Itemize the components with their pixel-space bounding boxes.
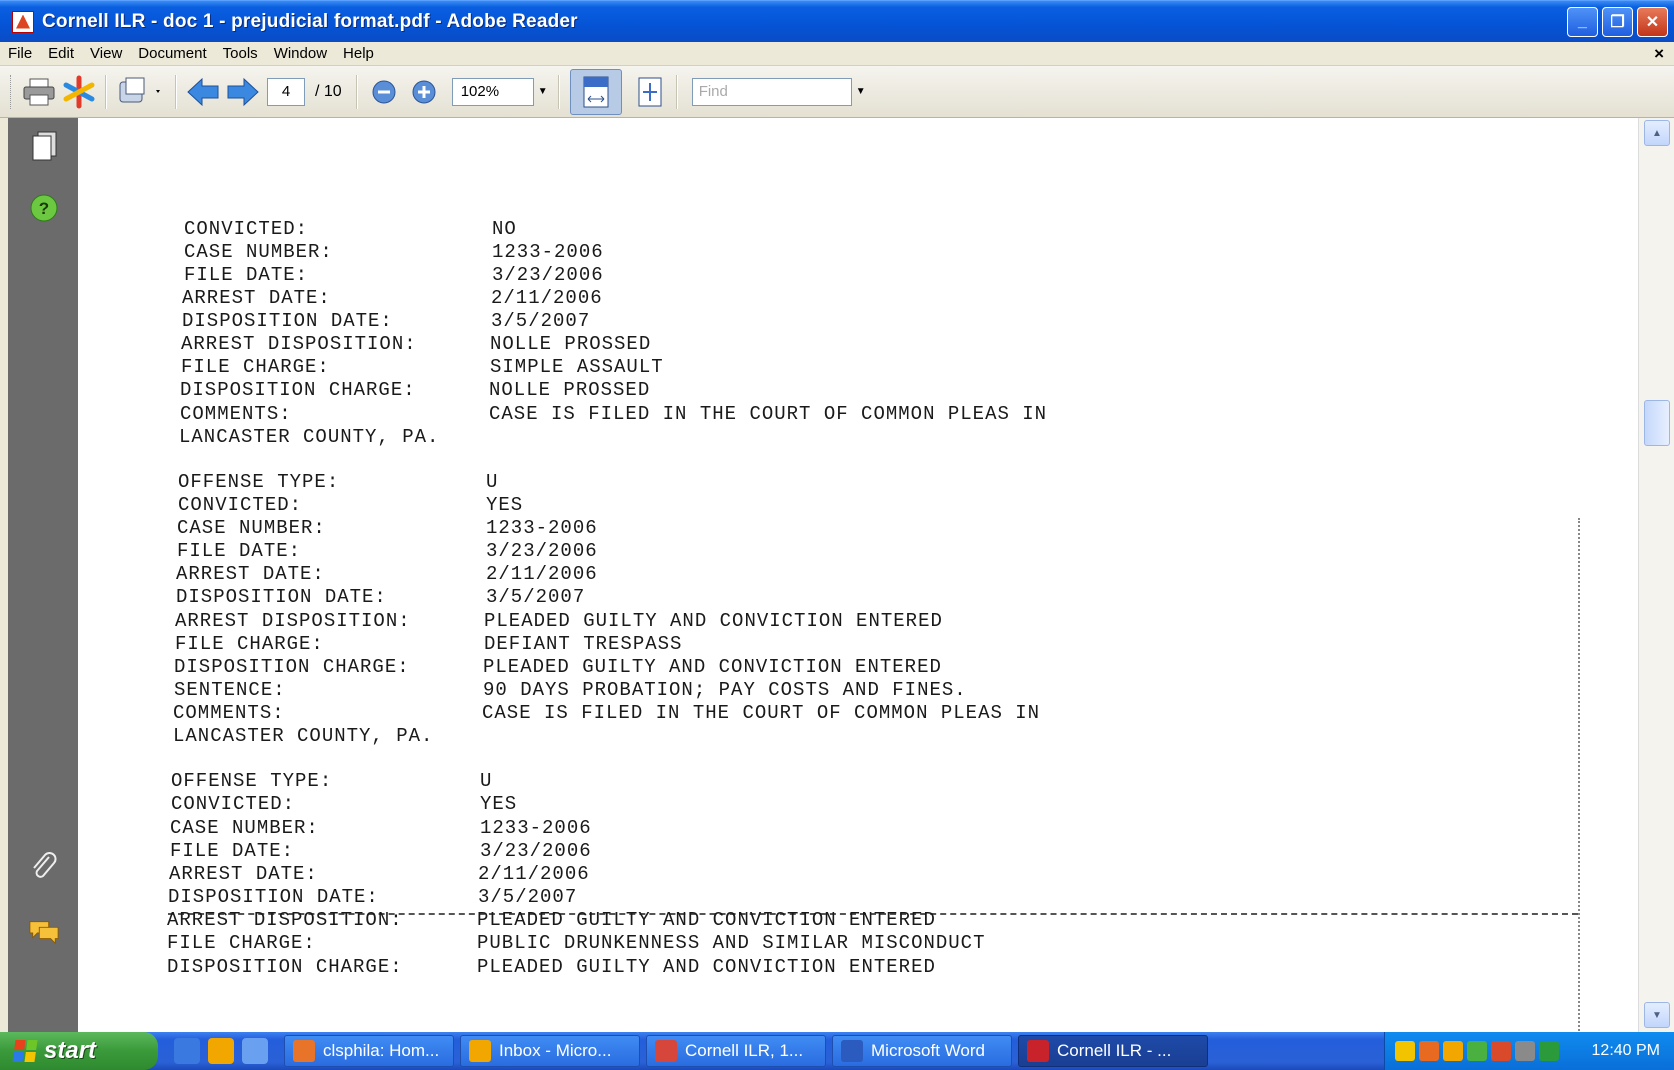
next-page-button[interactable] — [223, 72, 263, 112]
field-value: CASE IS FILED IN THE COURT OF COMMON PLEAS IN — [482, 702, 1041, 724]
menu-edit[interactable]: Edit — [48, 45, 75, 62]
volume-tray-icon[interactable] — [1515, 1041, 1535, 1061]
task-label: Microsoft Word — [871, 1041, 985, 1060]
start-button[interactable] — [0, 1032, 158, 1070]
browser-icon[interactable] — [242, 1038, 268, 1064]
field-label: CONVICTED: — [178, 494, 303, 516]
field-label: ARREST DISPOSITION: — [167, 909, 403, 931]
window-controls — [1567, 7, 1668, 37]
fit-width-icon — [581, 75, 611, 109]
close-document-button[interactable]: × — [1654, 44, 1664, 63]
email-icon — [655, 1040, 677, 1062]
field-label: ARREST DATE: — [176, 563, 325, 585]
outlook-tray-icon[interactable] — [1443, 1041, 1463, 1061]
app-tray-icon[interactable] — [1419, 1041, 1439, 1061]
field-value: 3/23/2006 — [492, 264, 604, 286]
field-label: ARREST DATE: — [169, 863, 318, 885]
field-value: NO — [492, 218, 517, 240]
previous-page-button[interactable] — [183, 72, 223, 112]
adobe-reader-icon — [12, 11, 34, 33]
field-value: U — [480, 770, 493, 792]
field-label: CASE NUMBER: — [184, 241, 333, 263]
toolbar-separator — [356, 75, 358, 109]
zoom-in-icon — [411, 79, 437, 105]
field-value: PLEADED GUILTY AND CONVICTION ENTERED — [483, 656, 942, 678]
taskbar-item-word[interactable] — [832, 1035, 1012, 1067]
field-label: FILE DATE: — [184, 264, 309, 286]
fit-page-icon — [636, 76, 664, 108]
pages-panel-button[interactable] — [28, 130, 60, 162]
field-value: CASE IS FILED IN THE COURT OF COMMON PLEAS IN — [489, 403, 1048, 425]
toolbar-separator — [175, 75, 177, 109]
toolbar-grip[interactable] — [10, 75, 13, 109]
field-label: FILE CHARGE: — [181, 356, 330, 378]
scroll-down-button[interactable]: ▼ — [1644, 1002, 1670, 1028]
field-value: 3/5/2007 — [491, 310, 591, 332]
task-label: clsphila: Hom... — [323, 1041, 440, 1060]
menu-window[interactable]: Window — [273, 45, 328, 62]
clock[interactable]: 12:40 PM — [1591, 1042, 1660, 1059]
firefox-icon — [293, 1040, 315, 1062]
field-label: COMMENTS: — [180, 403, 292, 425]
field-value: 90 DAYS PROBATION; PAY COSTS AND FINES. — [483, 679, 967, 701]
field-label: DISPOSITION DATE: — [168, 886, 379, 908]
help-icon — [29, 193, 59, 223]
toolbar-separator — [676, 75, 678, 109]
minimize-button[interactable]: _ — [1567, 7, 1598, 37]
page-number-input[interactable]: 4 — [267, 78, 305, 106]
menu-help[interactable]: Help — [343, 45, 374, 62]
toolbar-separator — [105, 75, 107, 109]
task-label: Inbox - Micro... — [499, 1041, 612, 1060]
field-label: ARREST DISPOSITION: — [175, 610, 411, 632]
field-label: DISPOSITION CHARGE: — [167, 956, 403, 978]
fit-width-button[interactable] — [570, 69, 622, 115]
taskbar-item-firefox[interactable] — [284, 1035, 454, 1067]
zoom-out-icon — [371, 79, 397, 105]
field-label: SENTENCE: — [174, 679, 286, 701]
taskbar-item-adobe-reader[interactable] — [1018, 1035, 1208, 1067]
field-value: 3/23/2006 — [480, 840, 592, 862]
field-value: 2/11/2006 — [478, 863, 590, 885]
menu-file[interactable]: File — [8, 45, 33, 62]
find-dropdown-icon[interactable]: ▼ — [855, 86, 866, 97]
adobe-reader-icon — [1027, 1040, 1049, 1062]
find-input[interactable]: Find — [692, 78, 852, 106]
taskbar — [0, 1032, 1674, 1070]
close-button[interactable]: ✕ — [1637, 7, 1668, 37]
star-burst-icon — [62, 75, 96, 109]
zoom-dropdown-icon[interactable]: ▼ — [537, 86, 548, 97]
window-title-bar — [0, 0, 1674, 42]
system-tray — [1384, 1032, 1674, 1070]
arrow-left-icon — [186, 77, 220, 107]
field-value: 2/11/2006 — [491, 287, 603, 309]
quick-launch — [174, 1038, 268, 1064]
menu-view[interactable]: View — [90, 45, 123, 62]
page-total: / 10 — [315, 82, 342, 100]
field-value: 1233-2006 — [492, 241, 604, 263]
field-value: 3/5/2007 — [478, 886, 578, 908]
field-value: NOLLE PROSSED — [490, 333, 652, 355]
toolbar — [0, 66, 1674, 118]
field-continuation: LANCASTER COUNTY, PA. — [179, 426, 440, 448]
field-label: ARREST DISPOSITION: — [181, 333, 417, 355]
mail-tray-icon[interactable] — [1395, 1041, 1415, 1061]
field-value: 1233-2006 — [486, 517, 598, 539]
fit-page-button[interactable] — [630, 72, 670, 112]
select-tool-button[interactable] — [113, 72, 169, 112]
taskbar-item-outlook-message[interactable] — [646, 1035, 826, 1067]
menu-bar — [0, 42, 1674, 66]
outlook-icon — [469, 1040, 491, 1062]
collaborate-button[interactable] — [59, 72, 99, 112]
vertical-scrollbar[interactable] — [1638, 118, 1674, 1032]
attachments-button[interactable] — [28, 850, 60, 882]
task-label: Cornell ILR, 1... — [685, 1041, 804, 1060]
arrow-right-icon — [226, 77, 260, 107]
field-value: 2/11/2006 — [486, 563, 598, 585]
field-label: OFFENSE TYPE: — [171, 770, 333, 792]
field-label: DISPOSITION CHARGE: — [180, 379, 416, 401]
menu-document[interactable]: Document — [138, 45, 207, 62]
comments-icon — [28, 917, 60, 947]
field-value: U — [486, 471, 499, 493]
field-continuation: LANCASTER COUNTY, PA. — [173, 725, 434, 747]
field-value: PUBLIC DRUNKENNESS AND SIMILAR MISCONDUCT — [477, 932, 986, 954]
field-value: PLEADED GUILTY AND CONVICTION ENTERED — [477, 909, 936, 931]
printer-icon — [22, 77, 56, 107]
menu-tools[interactable]: Tools — [222, 45, 258, 62]
scroll-up-button[interactable]: ▲ — [1644, 120, 1670, 146]
field-value: 3/23/2006 — [486, 540, 598, 562]
field-label: ARREST DATE: — [182, 287, 331, 309]
field-value: 1233-2006 — [480, 817, 592, 839]
outlook-icon[interactable] — [208, 1038, 234, 1064]
field-value: PLEADED GUILTY AND CONVICTION ENTERED — [477, 956, 936, 978]
document-page[interactable] — [78, 118, 1638, 1032]
field-label: CONVICTED: — [184, 218, 309, 240]
svg-text:?: ? — [38, 199, 50, 218]
toolbar-separator — [558, 75, 560, 109]
internet-explorer-icon[interactable] — [174, 1038, 200, 1064]
field-value: NOLLE PROSSED — [489, 379, 651, 401]
task-label: Cornell ILR - ... — [1057, 1041, 1172, 1060]
field-label: OFFENSE TYPE: — [178, 471, 340, 493]
antivirus-tray-icon[interactable] — [1539, 1041, 1559, 1061]
window-left-edge — [0, 118, 8, 1032]
field-value: SIMPLE ASSAULT — [490, 356, 664, 378]
field-value: DEFIANT TRESPASS — [484, 633, 683, 655]
word-icon — [841, 1040, 863, 1062]
scan-edge-line — [1578, 518, 1580, 1032]
field-label: CONVICTED: — [171, 793, 296, 815]
print-button[interactable] — [19, 72, 59, 112]
field-label: FILE CHARGE: — [175, 633, 324, 655]
field-label: DISPOSITION DATE: — [182, 310, 393, 332]
zoom-in-button[interactable] — [404, 72, 444, 112]
field-label: FILE DATE: — [177, 540, 302, 562]
field-label: DISPOSITION DATE: — [176, 586, 387, 608]
hand-select-icon — [116, 76, 166, 108]
paperclip-icon — [29, 851, 59, 881]
field-value: YES — [480, 793, 518, 815]
field-value: PLEADED GUILTY AND CONVICTION ENTERED — [484, 610, 943, 632]
scroll-thumb[interactable] — [1644, 400, 1670, 446]
zoom-out-button[interactable] — [364, 72, 404, 112]
field-label: COMMENTS: — [173, 702, 285, 724]
field-label: FILE CHARGE: — [167, 932, 316, 954]
taskbar-item-outlook[interactable] — [460, 1035, 640, 1067]
field-value: 3/5/2007 — [486, 586, 586, 608]
field-label: CASE NUMBER: — [170, 817, 319, 839]
field-label: DISPOSITION CHARGE: — [174, 656, 410, 678]
field-value: YES — [486, 494, 524, 516]
start-label: start — [44, 1037, 97, 1064]
windows-logo-icon — [12, 1040, 37, 1062]
field-label: FILE DATE: — [170, 840, 295, 862]
window-title: Cornell ILR - doc 1 - prejudicial format.pdf - Adobe Reader — [42, 10, 578, 32]
network-tray-icon[interactable] — [1467, 1041, 1487, 1061]
restore-button[interactable]: ❐ — [1602, 7, 1633, 37]
help-button[interactable] — [28, 192, 60, 224]
zoom-level-input[interactable]: 102% — [452, 78, 534, 106]
field-label: CASE NUMBER: — [177, 517, 326, 539]
navigation-panel — [8, 118, 78, 1032]
security-tray-icon[interactable] — [1491, 1041, 1511, 1061]
pages-icon — [30, 130, 58, 162]
comments-button[interactable] — [28, 916, 60, 948]
